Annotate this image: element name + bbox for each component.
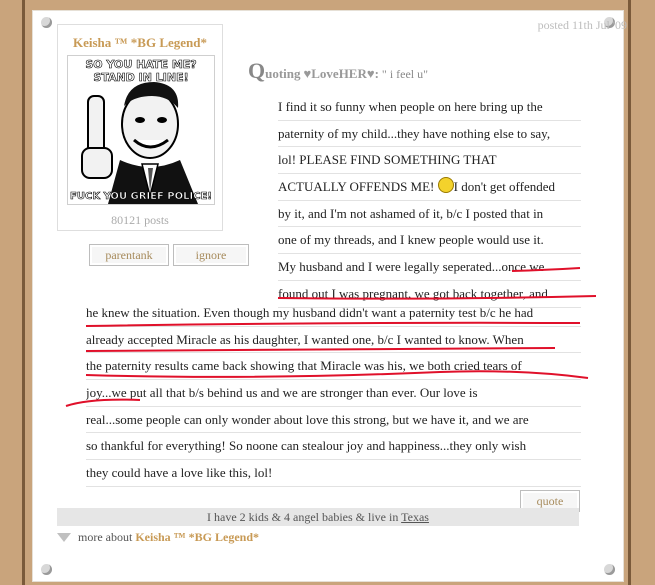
quote-button[interactable]: quote <box>520 490 580 512</box>
signature-link[interactable]: Texas <box>401 510 429 524</box>
parentank-button[interactable]: parentank <box>89 244 169 266</box>
quoted-text: " i feel u" <box>381 67 429 81</box>
avatar-caption-top: SO YOU HATE ME? STAND IN LINE! <box>85 58 197 84</box>
post-count: 80121 posts <box>111 213 169 227</box>
pin-icon <box>41 17 52 28</box>
more-about-name[interactable]: Keisha ™ *BG Legend* <box>135 530 260 544</box>
avatar-caption-bottom: FUCK YOU GRIEF POLICE! <box>70 191 212 202</box>
author-name[interactable]: Keisha ™ *BG Legend* <box>73 35 207 50</box>
pin-icon <box>604 564 615 575</box>
pin-icon <box>41 564 52 575</box>
triangle-down-icon <box>57 533 71 542</box>
post-body-narrow: I find it so funny when people on here bring up the paternity of my child...they have nothing else to say, lol! PLEASE FIND SOMETHING THAT ACTUALLY OFFENDS ME! I don't get offended by it, and I'm not ashamed of it, b/c I posted that in one of my threads, and I knew people would use it. My husband and I were legally seperated...once we found out I was pregnant, we got back together, and <box>278 94 581 308</box>
quoted-user[interactable]: ♥LoveHER♥: <box>303 66 379 81</box>
signature: I have 2 kids & 4 angel babies & live in Texas <box>57 508 579 526</box>
ignore-button[interactable]: ignore <box>173 244 249 266</box>
quote-header: Quoting ♥LoveHER♥: " i feel u" <box>248 58 429 83</box>
smiley-icon <box>438 177 454 193</box>
avatar-image <box>67 55 215 205</box>
more-about[interactable]: more about Keisha ™ *BG Legend* <box>57 530 259 545</box>
posted-date: posted 11th Jul '09 <box>537 18 627 32</box>
author-card <box>57 24 223 231</box>
post-body-wide: he knew the situation. Even though my husband didn't want a paternity test b/c he had already accepted Miracle as his daughter, I wanted one, b/c I wanted to know. When the paternity results came back showing that Miracle was his, we both cried tears of joy...we put all that b/s behind us and we are stronger than ever. Our love is real...some people can only wonder about love this strong, but we have it, and we are so thankful for everything! So noone can stealour joy and happiness...they only wish they could have a love like this, lol! <box>86 300 581 487</box>
frame-edge-right <box>628 0 631 585</box>
frame-edge-left <box>22 0 25 585</box>
